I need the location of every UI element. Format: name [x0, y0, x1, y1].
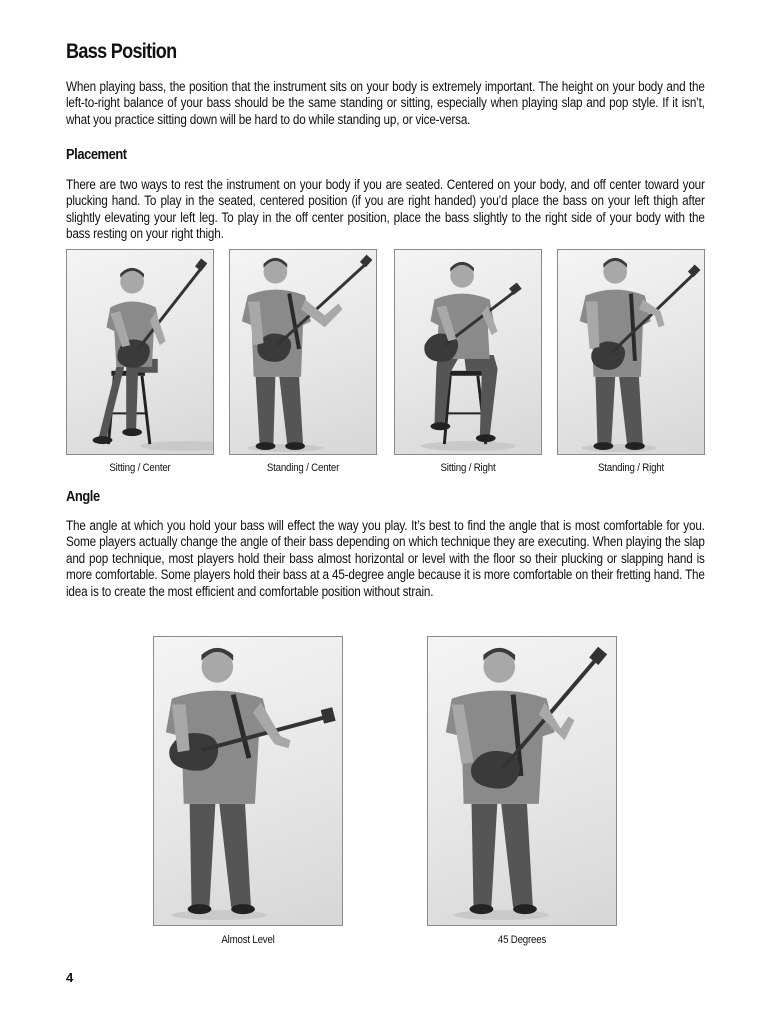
placement-heading: Placement	[66, 146, 127, 163]
photo-standing-center-illustration	[230, 250, 376, 454]
photo-sitting-right	[394, 249, 542, 455]
photo-sitting-right-illustration	[395, 250, 541, 454]
caption-almost-level: Almost Level	[221, 934, 275, 946]
photo-standing-center	[229, 249, 377, 455]
intro-paragraph: When playing bass, the position that the instrument sits on your body is extremely important. The height on your body and the left-to-right balance of your bass should be the same standing or sitting, especially when playing slap and pop style. If it isn’t, what you practice sitting down will be hard to do while standing up, or vice-versa.	[66, 79, 705, 127]
caption-sitting-center: Sitting / Center	[109, 462, 171, 474]
angle-heading: Angle	[66, 488, 100, 505]
photo-standing-right-illustration	[558, 250, 704, 454]
photo-45-degrees-illustration	[428, 637, 616, 925]
page-number: 4	[66, 970, 74, 985]
photo-sitting-center	[66, 249, 214, 455]
page-title: Bass Position	[66, 40, 177, 63]
photo-almost-level-illustration	[154, 637, 342, 925]
placement-paragraph: There are two ways to rest the instrument on your body if you are seated. Centered on your body, and off center toward your plucking hand. To play in the seated, centered position (if you are right handed) you’d place the bass on your left thigh after slightly elevating your left leg. To play in the off center position, place the bass slightly to the right side of your body with the bass resting on your right thigh.	[66, 177, 705, 242]
angle-paragraph: The angle at which you hold your bass will effect the way you play. It’s best to find the angle that is most comfortable for you. Some players actually change the angle of their bass depending on which technique they are executing. When playing the slap and pop technique, most players hold their bass almost horizontal or level with the floor so their plucking or slapping hand is more comfortable. Some players hold their bass at a 45-degree angle because it is more comfortable on their fretting hand. The idea is to create the most efficient and comfortable position without strain.	[66, 518, 705, 599]
caption-standing-center: Standing / Center	[266, 462, 340, 474]
photo-almost-level	[153, 636, 343, 926]
photo-standing-right	[557, 249, 705, 455]
photo-45-degrees	[427, 636, 617, 926]
caption-sitting-right: Sitting / Right	[440, 462, 496, 474]
photo-sitting-center-illustration	[67, 250, 213, 454]
caption-standing-right: Standing / Right	[597, 462, 665, 474]
caption-45-degrees: 45 Degrees	[497, 934, 547, 946]
